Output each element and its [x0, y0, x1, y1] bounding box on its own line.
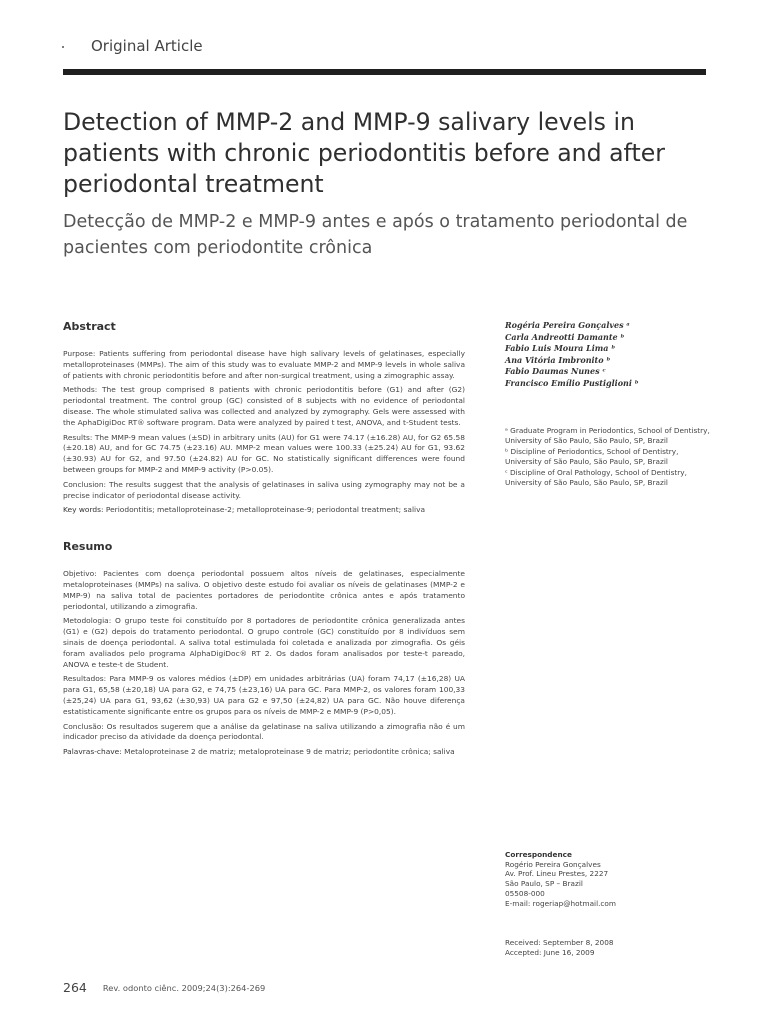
authors-column: [505, 320, 715, 490]
abstract-purpose: Purpose: Patients suffering from periodontal disease have high salivary levels of gelatinases, especially metalloproteinases (MMPs). The aim of this study was to evaluate MMP-2 and MMP-9 levels in whole saliva of patients with chronic periodontitis before and after non-surgical treatment, using a zimographic assay.: [63, 349, 465, 380]
accepted-date: Accepted: June 16, 2009: [505, 947, 595, 957]
abstract-results: Results: The MMP-9 mean values (±SD) in arbitrary units (AU) for G1 were 74.17 (±16.28) AU, for G2 65.58 (±20.18) AU, and for GC 74.75 (±23.16) AU. MMP-2 mean values were 100.33 (±25.24) AU for G1, 93.62 (±30.93) AU for G2, and 97.50 (±24.82) AU for GC. No statistically significant differences were found between groups for MMP-2 and MMP-9 activity (P>0.05).: [63, 432, 465, 474]
resumo-conclusao: Conclusão: Os resultados sugerem que a análise da gelatinase na saliva utilizando a zimografia não é um indicador preciso da atividade da doença periodontal.: [63, 721, 465, 742]
correspondence-title: Correspondence: [505, 850, 572, 859]
abstract-conclusion: Conclusion: The results suggest that the analysis of gelatinases in saliva using zymography may not be a precise indicator of periodontal disease activity.: [63, 479, 465, 500]
correspondence-email: E-mail: rogeriap@hotmail.com: [505, 898, 616, 908]
resumo-metodologia: Metodologia: O grupo teste foi constituído por 8 portadores de periodontite crônica generalizada antes (G1) e (G2) depois do tratamento periodontal. O grupo controle (GC) constituído por 8 indivíduos sem sinais de doença periodontal. A saliva total estimulada foi coletada e analizada por zimografia. Os géis foram avaliados pelo programa AlphaDigiDoc® RT 2. Os dados foram analisados por teste-t pareado, ANOVA e teste-t de Student.: [63, 616, 465, 669]
section-label: Original Article: [91, 37, 203, 55]
resumo-objetivo: Objetivo: Pacientes com doença periodontal possuem altos níveis de gelatinases, especialmente metaloproteinases (MMPs) na saliva. O objetivo deste estudo foi avaliar os níveis de gelatinases (MMP-2 e MMP-9) na saliva total de pacientes portadores de periodontite crônica antes e após tratamento periodontal, utilizando a zimografia.: [63, 569, 465, 611]
correspondence-line: São Paulo, SP – Brazil: [505, 879, 583, 889]
palavras-chave-text: Metaloproteinase 2 de matriz; metaloproteinase 9 de matriz; periodontite crônica; saliva: [124, 747, 455, 757]
abstract-column: [63, 320, 465, 762]
author-name: Francisco Emílio Pustiglioni ᵇ: [505, 377, 639, 388]
journal-citation: Rev. odonto ciênc. 2009;24(3):264-269: [102, 983, 266, 993]
resumo-resultados: Resultados: Para MMP-9 os valores médios (±DP) em unidades arbitrárias (UA) foram 74,17 (±16,28) UA para G1, 65,58 (±20,18) UA para G2, e 74,75 (±23,16) UA para GC. Para MMP-2, os valores foram 100,33 (±25,24) UA para G1, 93,62 (±30,93) UA para G2 e 97,50 (±24,82) UA para GC. Não houve diferença estatisticamente significante entre os grupos para os níveis de MMP-2 e MMP-9 (P>0,05).: [63, 674, 465, 716]
resumo-heading: Resumo: [63, 540, 113, 554]
affiliation: ᶜ Discipline of Oral Pathology, School of Dentistry, University of São Paulo, São Paulo, SP, Brazil: [505, 468, 687, 487]
author-name: Fabio Luis Moura Lima ᵇ: [505, 343, 616, 353]
received-date: Received: September 8, 2008: [505, 938, 614, 947]
correspondence-line: Av. Prof. Lineu Prestes, 2227: [505, 869, 609, 879]
affiliation-list: [505, 426, 715, 488]
header-bullet: [62, 46, 64, 48]
header-rule: [63, 69, 706, 75]
article-title: Detection of MMP-2 and MMP-9 salivary levels in patients with chronic periodontitis before and after periodontal treatment: [63, 108, 665, 198]
author-name: Rogéria Pereira Gonçalves ᵃ: [505, 320, 630, 330]
palavras-chave-label: Palavras-chave:: [63, 747, 122, 757]
correspondence-line: Rogério Pereira Gonçalves: [505, 859, 601, 869]
article-subtitle: Detecção de MMP-2 e MMP-9 antes e após o tratamento periodontal de pacientes com periodontite crônica: [63, 212, 688, 258]
abstract-heading: Abstract: [63, 320, 116, 333]
keywords-label: Key words:: [63, 505, 104, 515]
page-number: 264: [63, 980, 87, 995]
author-list: [505, 320, 715, 389]
correspondence-line: 05508-000: [505, 888, 545, 898]
affiliation: ᵇ Discipline of Periodontics, School of Dentistry, University of São Paulo, São Paulo, SP, Brazil: [505, 447, 679, 466]
page-footer: [63, 980, 265, 995]
abstract-keywords: [63, 505, 465, 516]
correspondence-block: [505, 850, 715, 908]
abstract-methods: Methods: The test group comprised 8 patients with chronic periodontitis before (G1) and after (G2) periodontal treatment. The control group (GC) consisted of 8 subjects with no evidence of periodontal disease. The whole stimulated saliva was collected and analyzed by zymography. Gels were assessed with the AphaDigiDoc RT® software program. Data were analyzed by paired t test, ANOVA, and t-Student tests.: [63, 385, 465, 427]
keywords-text: Periodontitis; metalloproteinase-2; metalloproteinase-9; periodontal treatment; saliva: [105, 505, 426, 515]
author-name: Fabio Daumas Nunes ᶜ: [505, 366, 606, 376]
author-name: Ana Vitória Imbronito ᵇ: [505, 354, 611, 365]
affiliation: ᵃ Graduate Program in Periodontics, School of Dentistry, University of São Paulo, São Paulo, SP, Brazil: [505, 426, 710, 445]
dates-block: [505, 938, 715, 957]
resumo-keywords: [63, 747, 465, 758]
author-name: Carla Andreotti Damante ᵇ: [505, 331, 625, 342]
